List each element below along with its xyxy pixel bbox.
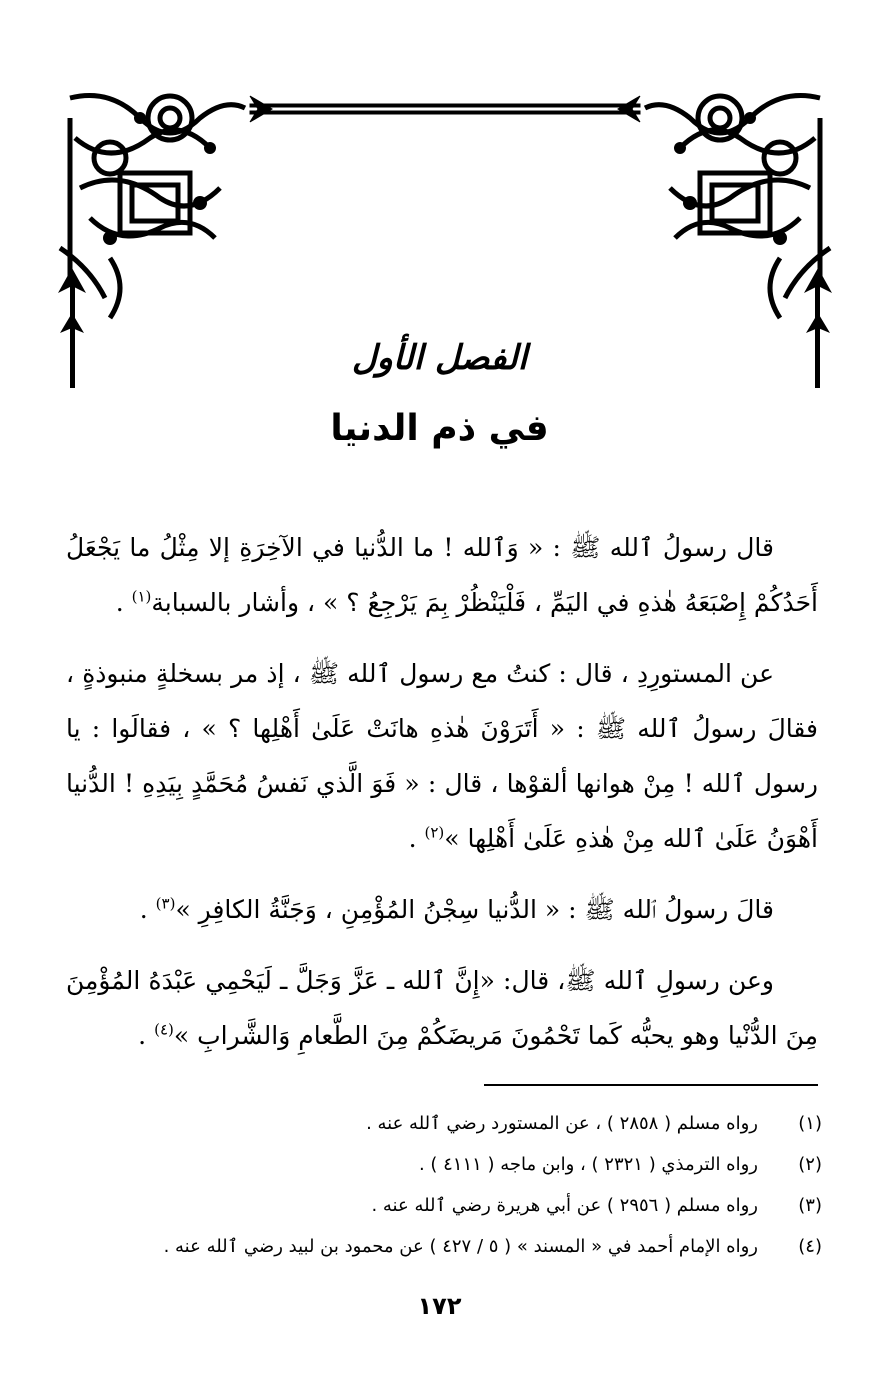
footnote-text: رواه مسلم ( ٢٨٥٨ ) ، عن المستورد رضي ٱلله عنه .: [366, 1113, 758, 1134]
ornament-right-corner: [645, 96, 830, 319]
ornament-left-corner: [60, 96, 245, 319]
paragraph-text: قالَ رسولُ ٱلله ﷺ : « الدُّنيا سِجْنُ المُؤْمِنِ ، وَجَنَّةُ الكافِرِ »: [175, 895, 774, 924]
footnote-number: (٣): [798, 1195, 822, 1216]
footnote-ref: (١): [131, 587, 152, 606]
paragraph-text: عن المستورِدِ ، قال : كنتُ مع رسول ٱلله ﷺ ، إذ مر بسخلةٍ منبوذةٍ ، فقالَ رسولُ ٱلله ﷺ : « أَتَرَوْنَ هٰذهِ هانَتْ عَلَىٰ أَهْلِها ؟ » ، فقالَوا : يا رسول ٱلله ! مِنْ هوانها ألقوْها ، قال : « فَوَ الَّذي نَفسُ مُحَمَّدٍ بِيَدِهِ ! الدُّنيا أَهْوَنُ عَلَىٰ ٱلله مِنْ هٰذهِ عَلَىٰ أَهْلِها »: [66, 659, 818, 853]
footnote-text: رواه مسلم ( ٢٩٥٦ ) عن أبي هريرة رضي ٱلله عنه .: [371, 1195, 758, 1216]
footnote-ref: (٢): [424, 823, 445, 842]
footnotes: [60, 1103, 822, 1267]
paragraph: [66, 953, 818, 1063]
ornament-top-bar: [250, 96, 640, 122]
footnote: [60, 1144, 822, 1185]
footnote-text: رواه الإمام أحمد في « المسند » ( ٥ / ٤٢٧ ) عن محمود بن لبيد رضي ٱلله عنه .: [163, 1236, 758, 1257]
footnote-ref: (٤): [154, 1020, 174, 1039]
paragraph-end: .: [139, 895, 156, 924]
paragraph-text: قال رسولُ ٱلله ﷺ : « وَٱلله ! ما الدُّنيا في الآخِرَةِ إلا مِثْلُ ما يَجْعَلُ أَحَدُكُمْ إِصْبَعَهُ هٰذهِ في اليَمِّ ، فَلْيَنْظُرْ بِمَ يَرْجِعُ ؟ » ، وأشار بالسبابة: [66, 533, 818, 617]
body-text: [66, 520, 818, 1079]
footnote-text: رواه الترمذي ( ٢٣٢١ ) ، وابن ماجه ( ٤١١١ ) .: [418, 1154, 758, 1175]
footnote-number: (٤): [798, 1236, 822, 1257]
chapter-title: في ذم الدنيا: [330, 408, 549, 449]
paragraph-end: .: [138, 1021, 155, 1050]
footnote-ref: (٣): [155, 894, 176, 913]
paragraph-end: .: [115, 588, 132, 617]
footnote-divider: [484, 1084, 818, 1086]
paragraph: [66, 646, 818, 866]
footnote: [60, 1185, 822, 1226]
paragraph-text: وعن رسولِ ٱلله ﷺ، قال: «إِنَّ ٱلله ـ عَزَّ وَجَلَّ ـ لَيَحْمِي عَبْدَهُ المُؤْمِنَ مِنَ الدُّنْيا وهو يحبُّه كَما تَحْمُونَ مَريضَكُمْ مِنَ الطَّعامِ وَالشَّرابِ »: [66, 966, 818, 1050]
page-number: ١٧٢: [417, 1292, 462, 1320]
paragraph-end: .: [408, 824, 425, 853]
footnote: [60, 1103, 822, 1144]
footnote-number: (١): [798, 1113, 822, 1134]
footnote-number: (٢): [798, 1154, 822, 1175]
paragraph: [66, 882, 818, 937]
chapter-label: الفصل الأول: [351, 338, 528, 378]
footnote: [60, 1226, 822, 1267]
paragraph: [66, 520, 818, 630]
